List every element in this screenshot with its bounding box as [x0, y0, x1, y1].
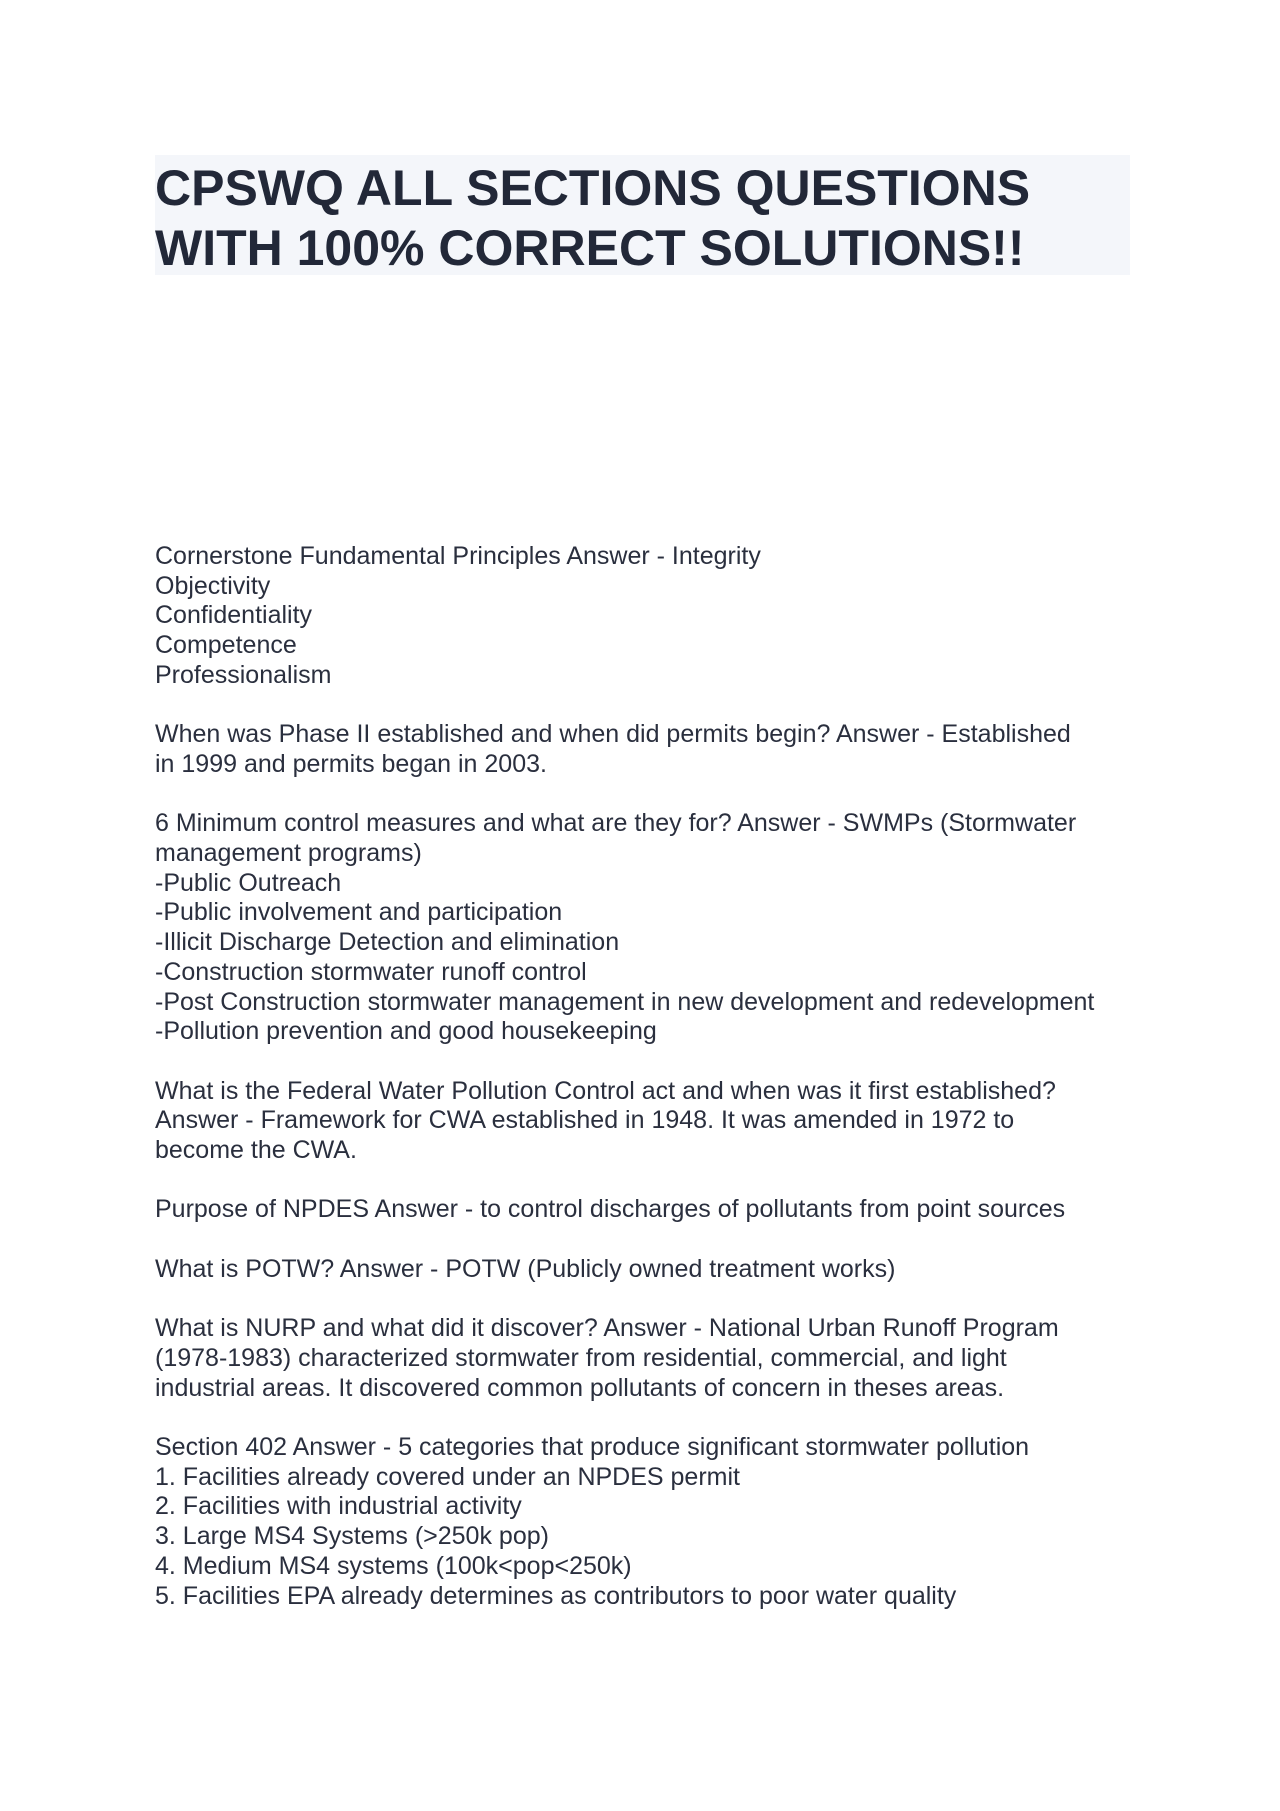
text-line: 4. Medium MS4 systems (100k<pop<250k) — [155, 1551, 632, 1580]
qa-entry — [155, 542, 1155, 691]
text-line: 3. Large MS4 Systems (>250k pop) — [155, 1522, 549, 1551]
text-line: Answer - Framework for CWA established in 1948. It was amended in 1972 to — [155, 1106, 1015, 1135]
text-line: 2. Facilities with industrial activity — [155, 1492, 522, 1521]
text-line: 6 Minimum control measures and what are they for? Answer - SWMPs (Stormwater — [155, 809, 1077, 838]
text-line: 1. Facilities already covered under an NPDES permit — [155, 1462, 740, 1491]
qa-entry — [155, 720, 1155, 779]
text-line: When was Phase II established and when did permits begin? Answer - Established — [155, 720, 1071, 749]
text-line: What is the Federal Water Pollution Control act and when was it first established? — [155, 1076, 1056, 1105]
qa-entry — [155, 809, 1155, 1047]
text-line: -Post Construction stormwater management in new development and redevelopment — [155, 987, 1095, 1016]
text-line: What is NURP and what did it discover? Answer - National Urban Runoff Program — [155, 1314, 1059, 1343]
text-line: Purpose of NPDES Answer - to control discharges of pollutants from point sources — [155, 1195, 1066, 1224]
text-line: -Public involvement and participation — [155, 898, 563, 927]
text-line: management programs) — [155, 839, 422, 867]
text-line: Confidentiality — [155, 601, 313, 630]
text-line: Section 402 Answer - 5 categories that produce significant stormwater pollution — [155, 1432, 1030, 1461]
text-line: become the CWA. — [155, 1136, 357, 1165]
qa-entry — [155, 1255, 1155, 1285]
text-line: 5. Facilities EPA already determines as contributors to poor water quality — [155, 1581, 957, 1610]
document-title — [155, 158, 1130, 278]
text-line: What is POTW? Answer - POTW (Publicly owned treatment works) — [155, 1254, 896, 1283]
text-line: -Pollution prevention and good housekeeping — [155, 1017, 657, 1046]
text-line: (1978-1983) characterized stormwater from residential, commercial, and light — [155, 1343, 1007, 1372]
text-line: industrial areas. It discovered common pollutants of concern in theses areas. — [155, 1373, 1005, 1402]
text-line: Objectivity — [155, 571, 271, 600]
text-line: -Construction stormwater runoff control — [155, 957, 587, 986]
text-line: -Illicit Discharge Detection and elimination — [155, 928, 620, 957]
title-line: CPSWQ ALL SECTIONS QUESTIONS — [155, 160, 1031, 216]
text-line: Cornerstone Fundamental Principles Answer - Integrity — [155, 542, 761, 570]
text-line: -Public Outreach — [155, 868, 342, 897]
text-line: Professionalism — [155, 660, 332, 689]
qa-content — [155, 542, 1155, 1641]
qa-entry — [155, 1077, 1155, 1166]
text-line: in 1999 and permits began in 2003. — [155, 749, 547, 778]
qa-entry — [155, 1195, 1155, 1225]
qa-entry — [155, 1314, 1155, 1403]
qa-entry — [155, 1433, 1155, 1611]
text-line: Competence — [155, 631, 297, 660]
title-line: WITH 100% CORRECT SOLUTIONS!! — [155, 220, 1025, 276]
